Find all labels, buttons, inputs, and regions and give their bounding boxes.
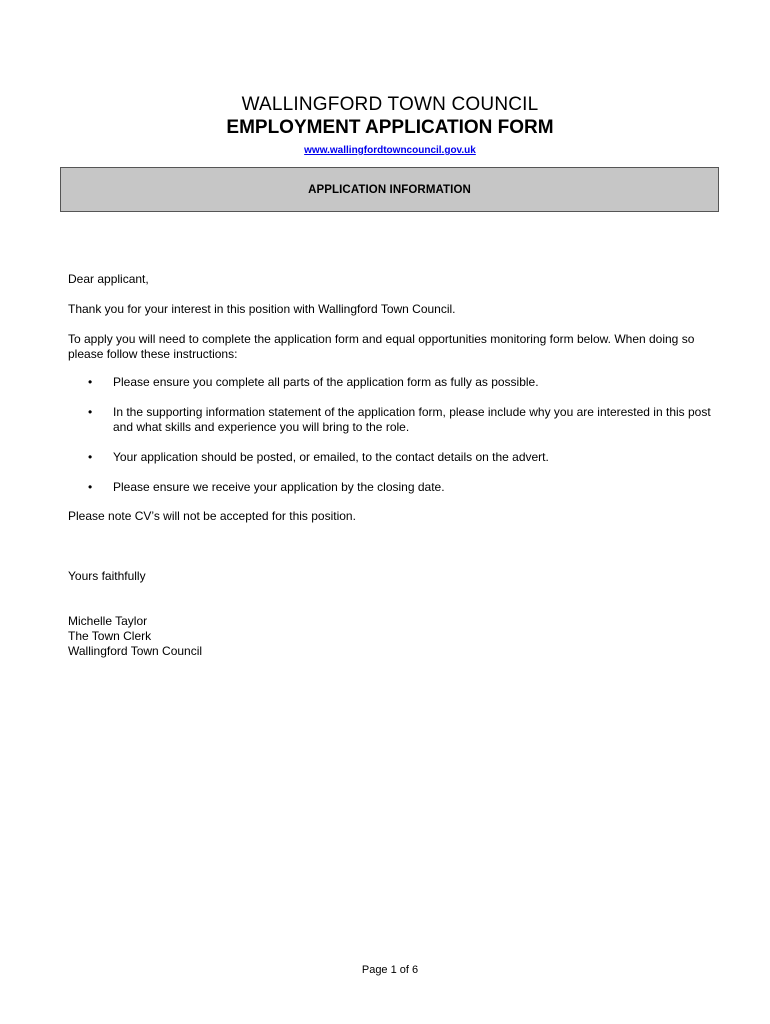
instruction-item <box>68 405 718 435</box>
website-link[interactable]: www.wallingfordtowncouncil.gov.uk <box>304 145 476 156</box>
instruction-item <box>68 480 718 495</box>
signatory-name: Michelle Taylor <box>68 614 148 628</box>
page-number: Page 1 of 6 <box>361 964 419 976</box>
signatory-organization: Wallingford Town Council <box>68 644 203 658</box>
section-title: APPLICATION INFORMATION <box>308 183 471 196</box>
instruction-text: Please ensure you complete all parts of the application form as fully as possible. <box>113 375 539 389</box>
letter-intro: To apply you will need to complete the application form and equal opportunities monitoring form below. When doing so please follow these instructions: <box>68 332 695 361</box>
bullet-icon: • <box>88 450 93 464</box>
document-header <box>0 94 770 158</box>
instruction-item <box>68 450 718 465</box>
organization-name: WALLINGFORD TOWN COUNCIL <box>241 94 539 115</box>
signature-block <box>68 614 718 659</box>
letter-closing: Yours faithfully <box>68 569 146 583</box>
bullet-icon: • <box>88 480 93 494</box>
instruction-item <box>68 375 718 390</box>
cover-letter <box>68 272 718 659</box>
cv-note: Please note CV’s will not be accepted for this position. <box>68 509 356 523</box>
instruction-text: Your application should be posted, or emailed, to the contact details on the advert. <box>113 450 549 464</box>
signatory-role: The Town Clerk <box>68 629 152 643</box>
letter-greeting: Dear applicant, <box>68 272 149 286</box>
bullet-icon: • <box>88 405 93 419</box>
instruction-list <box>68 375 718 495</box>
instruction-text: Please ensure we receive your application by the closing date. <box>113 480 445 494</box>
letter-thanks: Thank you for your interest in this position with Wallingford Town Council. <box>68 302 456 316</box>
form-title: EMPLOYMENT APPLICATION FORM <box>226 117 554 138</box>
section-banner <box>60 167 719 212</box>
bullet-icon: • <box>88 375 93 389</box>
instruction-text: In the supporting information statement of the application form, please include why you are interested in this post and what skills and experience you will bring to the role. <box>113 405 711 434</box>
